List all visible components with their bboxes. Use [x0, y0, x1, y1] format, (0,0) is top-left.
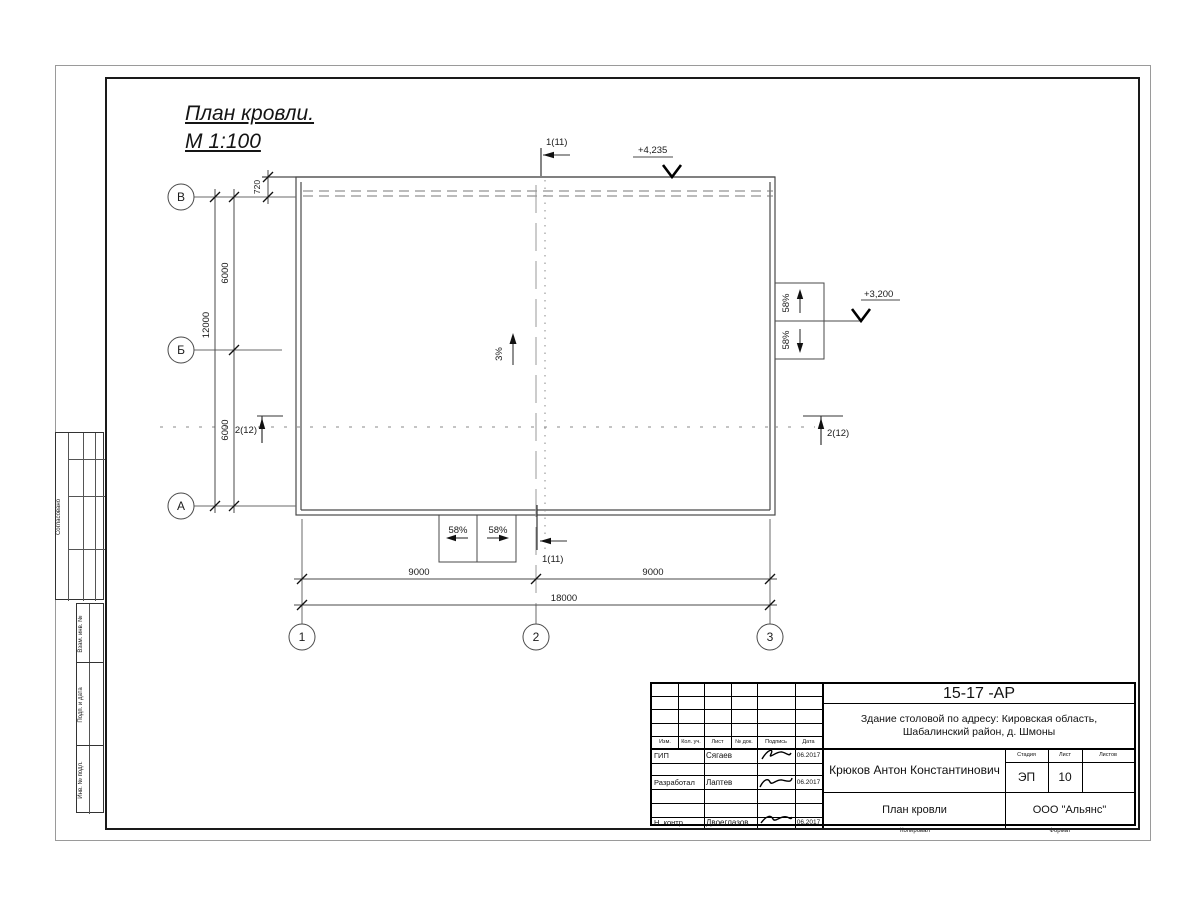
- section-mark-right: [803, 416, 849, 445]
- approval-label: Согласовано: [56, 498, 62, 536]
- slope-right-top-label: 58%: [781, 293, 792, 313]
- axis-Bb-label: Б: [177, 343, 185, 357]
- object-description: [824, 703, 1134, 748]
- col-data: Дата: [802, 739, 815, 745]
- doc-number: 15-17 -АР: [942, 684, 1016, 702]
- drawing-name: План кровли: [882, 804, 947, 816]
- axis-A-label: А: [176, 499, 186, 513]
- row2-signature: [757, 771, 795, 793]
- dim-720-label: 720: [252, 179, 262, 195]
- stage-value: ЭП: [1017, 770, 1036, 784]
- slope-main-label: 3%: [494, 347, 505, 361]
- col-list: Лист: [711, 739, 724, 745]
- row3-role: Н. контр.: [654, 818, 685, 827]
- section-left-label: 2(12): [234, 425, 257, 436]
- section-top-label: 1(11): [546, 137, 568, 148]
- section-right-label: 2(12): [827, 428, 850, 439]
- elevation-right-label: +3,200: [864, 289, 894, 300]
- dim-6000-top-label: 6000: [220, 262, 231, 284]
- elevation-top-label: +4,235: [638, 145, 668, 156]
- dim-18000-label: 18000: [550, 593, 578, 604]
- axis-2-label: 2: [532, 630, 540, 644]
- vzam-label: Взам. инв. №: [78, 615, 84, 653]
- elevation-right: [824, 289, 900, 321]
- roof-hidden-lines: [303, 191, 773, 196]
- sheets-label: Листов: [1099, 752, 1117, 758]
- dim-9000-right-label: 9000: [642, 567, 664, 578]
- slope-arrow-main: [494, 333, 517, 365]
- row2-date: 06.2017: [796, 778, 821, 786]
- row1-signature: [757, 744, 795, 766]
- row3-signature: [757, 810, 795, 828]
- object-line1: Здание столовой по адресу: Кировская область,: [860, 712, 1098, 725]
- stage-label: Стадия: [1017, 752, 1036, 758]
- section-mark-bottom: [537, 505, 567, 565]
- row1-date: 06.2017: [796, 752, 821, 759]
- section-mark-top: [541, 137, 570, 176]
- axis-B-label: В: [176, 190, 186, 204]
- sheet-value: 10: [1058, 770, 1072, 784]
- row1-name: Сягаев: [706, 751, 732, 760]
- col-kol: Кол. уч.: [681, 739, 701, 745]
- row3-date: 06.2017: [796, 819, 821, 826]
- col-podpis: Подпись: [765, 739, 787, 745]
- podp-label: Подп. и дата: [78, 687, 84, 723]
- drawing-title-line2: М 1:100: [185, 130, 261, 153]
- object-line2: Шабалинский район, д. Шмоны: [902, 725, 1056, 738]
- axis-1-label: 1: [298, 630, 306, 644]
- format-label: Формат: [1049, 828, 1071, 834]
- axis-lines: [194, 197, 770, 624]
- center-lines: [160, 180, 815, 605]
- dim-12000-label: 12000: [201, 311, 212, 339]
- slope-right-bottom-label: 58%: [781, 330, 792, 350]
- row1-role: ГИП: [654, 751, 669, 760]
- col-dok: № док.: [735, 739, 753, 745]
- title-block: [650, 682, 1136, 826]
- axis-3-label: 3: [766, 630, 774, 644]
- sheet-label: Лист: [1059, 752, 1071, 758]
- section-mark-left: [235, 416, 283, 443]
- company-name: ООО "Альянс": [1032, 804, 1107, 816]
- designer-name: Крюков Антон Константинович: [829, 763, 1000, 777]
- row2-name: Лаптев: [706, 777, 733, 787]
- row3-name: Двоеглазов: [706, 818, 749, 827]
- slope-bottom-left-label: 58%: [448, 525, 468, 536]
- left-dimensions: [210, 170, 273, 513]
- col-izm: Изм.: [659, 739, 671, 745]
- roof-outline: [262, 177, 775, 515]
- dim-6000-bottom-label: 6000: [220, 419, 231, 441]
- axis-bubbles: [168, 184, 783, 650]
- elevation-top: [633, 145, 681, 177]
- dim-9000-left-label: 9000: [408, 567, 430, 578]
- section-bottom-label: 1(11): [542, 554, 564, 565]
- drawing-title-line1: План кровли.: [185, 102, 315, 125]
- copied-label: Копировал: [899, 828, 931, 834]
- inv-label: Инв. № подл.: [78, 761, 84, 799]
- row2-role: Разработал: [654, 777, 695, 787]
- slope-bottom-right-label: 58%: [488, 525, 508, 536]
